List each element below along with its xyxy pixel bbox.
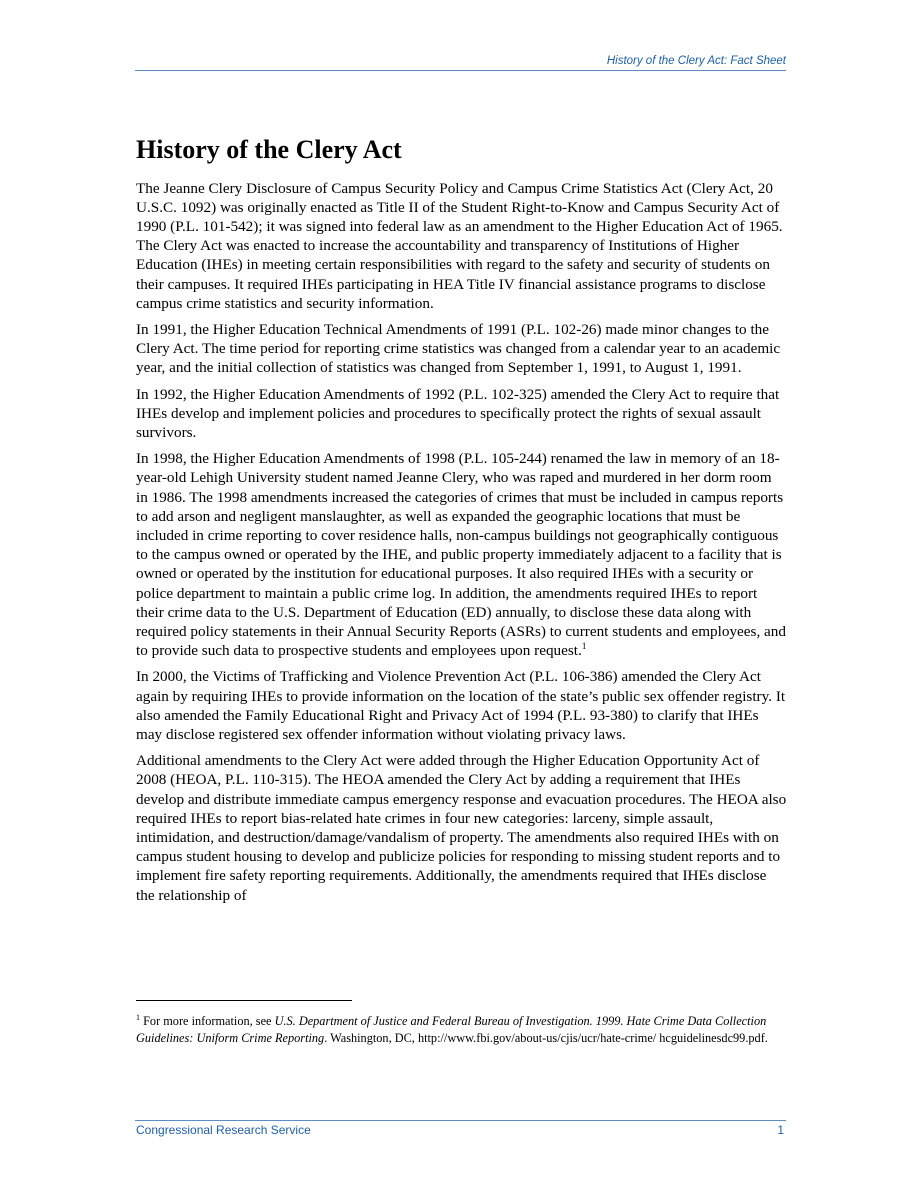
- paragraph-1998-amendments: [136, 449, 787, 660]
- footnote-citation: U.S. Department of Justice and Federal Bureau of Investigation. 1999. Hate Crime Data Collection Guidelines: Uniform Crime Reporting: [136, 1014, 767, 1045]
- paragraph-1992-amendments: In 1992, the Higher Education Amendments of 1992 (P.L. 102-325) amended the Clery Act to require that IHEs develop and implement policies and procedures to specifically protect the rights of sexual assault survivors.: [136, 385, 780, 441]
- paragraph-1991-amendments: In 1991, the Higher Education Technical Amendments of 1991 (P.L. 102-26) made minor changes to the Clery Act. The time period for reporting crime statistics was changed from a calendar year to an academic year, and the initial collection of statistics was changed from September 1, 1991, to August 1, 1991.: [136, 320, 781, 377]
- header-divider: [135, 70, 786, 71]
- footnote: [136, 1010, 787, 1046]
- footnote-number: 1: [136, 1013, 140, 1022]
- footnote-tail: . Washington, DC, http://www.fbi.gov/about-us/cjis/ucr/hate-crime/ hcguidelinesdc99.pdf.: [324, 1030, 768, 1045]
- page-title: History of the Clery Act: [136, 135, 402, 164]
- footer-divider: [135, 1120, 786, 1121]
- page-number: 1: [777, 1123, 784, 1137]
- paragraph-1998-text: In 1998, the Higher Education Amendments of 1998 (P.L. 105-244) renamed the law in memory of an 18-year-old Lehigh University student named Jeanne Clery, who was raped and murdered in her dorm room in 1986. The 1998 amendments increased the categories of crimes that must be included in campus reports to add arson and negligent manslaughter, as well as expanded the geographic locations that must be included in crime reporting to cover residence halls, non-campus buildings not geographically contiguous to the campus owned or operated by the IHE, and public property immediately adjacent to a facility that is owned or operated by the institution for educational purposes. It also required IHEs with a security or police department to maintain a public crime log. In addition, the amendments required IHEs to report their crime data to the U.S. Department of Education (ED) annually, to disclose these data along with required policy statements in their Annual Security Reports (ASRs) to current students and employees, and to provide such data to prospective students and employees upon request.: [136, 450, 786, 660]
- main-content: [136, 134, 787, 912]
- footer-publisher: Congressional Research Service: [136, 1123, 311, 1137]
- footnote-divider: [136, 1000, 352, 1001]
- running-header: History of the Clery Act: Fact Sheet: [606, 55, 786, 67]
- paragraph-1990-enactment: The Jeanne Clery Disclosure of Campus Security Policy and Campus Crime Statistics Act (Clery Act, 20 U.S.C. 1092) was originally enacted as Title II of the Student Right-to-Know and Campus Security Act of 1990 (P.L. 101-542); it was signed into federal law as an amendment to the Higher Education Act of 1965. The Clery Act was enacted to increase the accountability and transparency of Institutions of Higher Education (IHEs) in meeting certain responsibilities with regard to the safety and security of students on their campuses. It required IHEs participating in HEA Title IV financial assistance programs to disclose campus crime statistics and security information.: [136, 179, 783, 312]
- footnote-reference[interactable]: 1: [581, 641, 587, 652]
- footnote-lead: For more information, see: [143, 1014, 275, 1029]
- paragraph-2008-amendments: Additional amendments to the Clery Act were added through the Higher Education Opportunity Act of 2008 (HEOA, P.L. 110-315). The HEOA amended the Clery Act by adding a requirement that IHEs develop and distribute immediate campus emergency response and evacuation procedures. The HEOA also required IHEs to report bias-related hate crimes in four new categories: larceny, simple assault, intimidation, and destruction/damage/vandalism of property. The amendments also required IHEs with on campus student housing to develop and publicize policies for responding to missing student reports and to implement fire safety reporting requirements. Additionally, the amendments required that IHEs disclose the relationship of: [136, 752, 787, 904]
- paragraph-2000-amendments: In 2000, the Victims of Trafficking and Violence Prevention Act (P.L. 106-386) amended the Clery Act again by requiring IHEs to provide information on the location of the state’s public sex offender registry. It also amended the Family Educational Right and Privacy Act of 1994 (P.L. 93-380) to clarify that IHEs may disclose registered sex offender information without violating privacy laws.: [136, 668, 786, 743]
